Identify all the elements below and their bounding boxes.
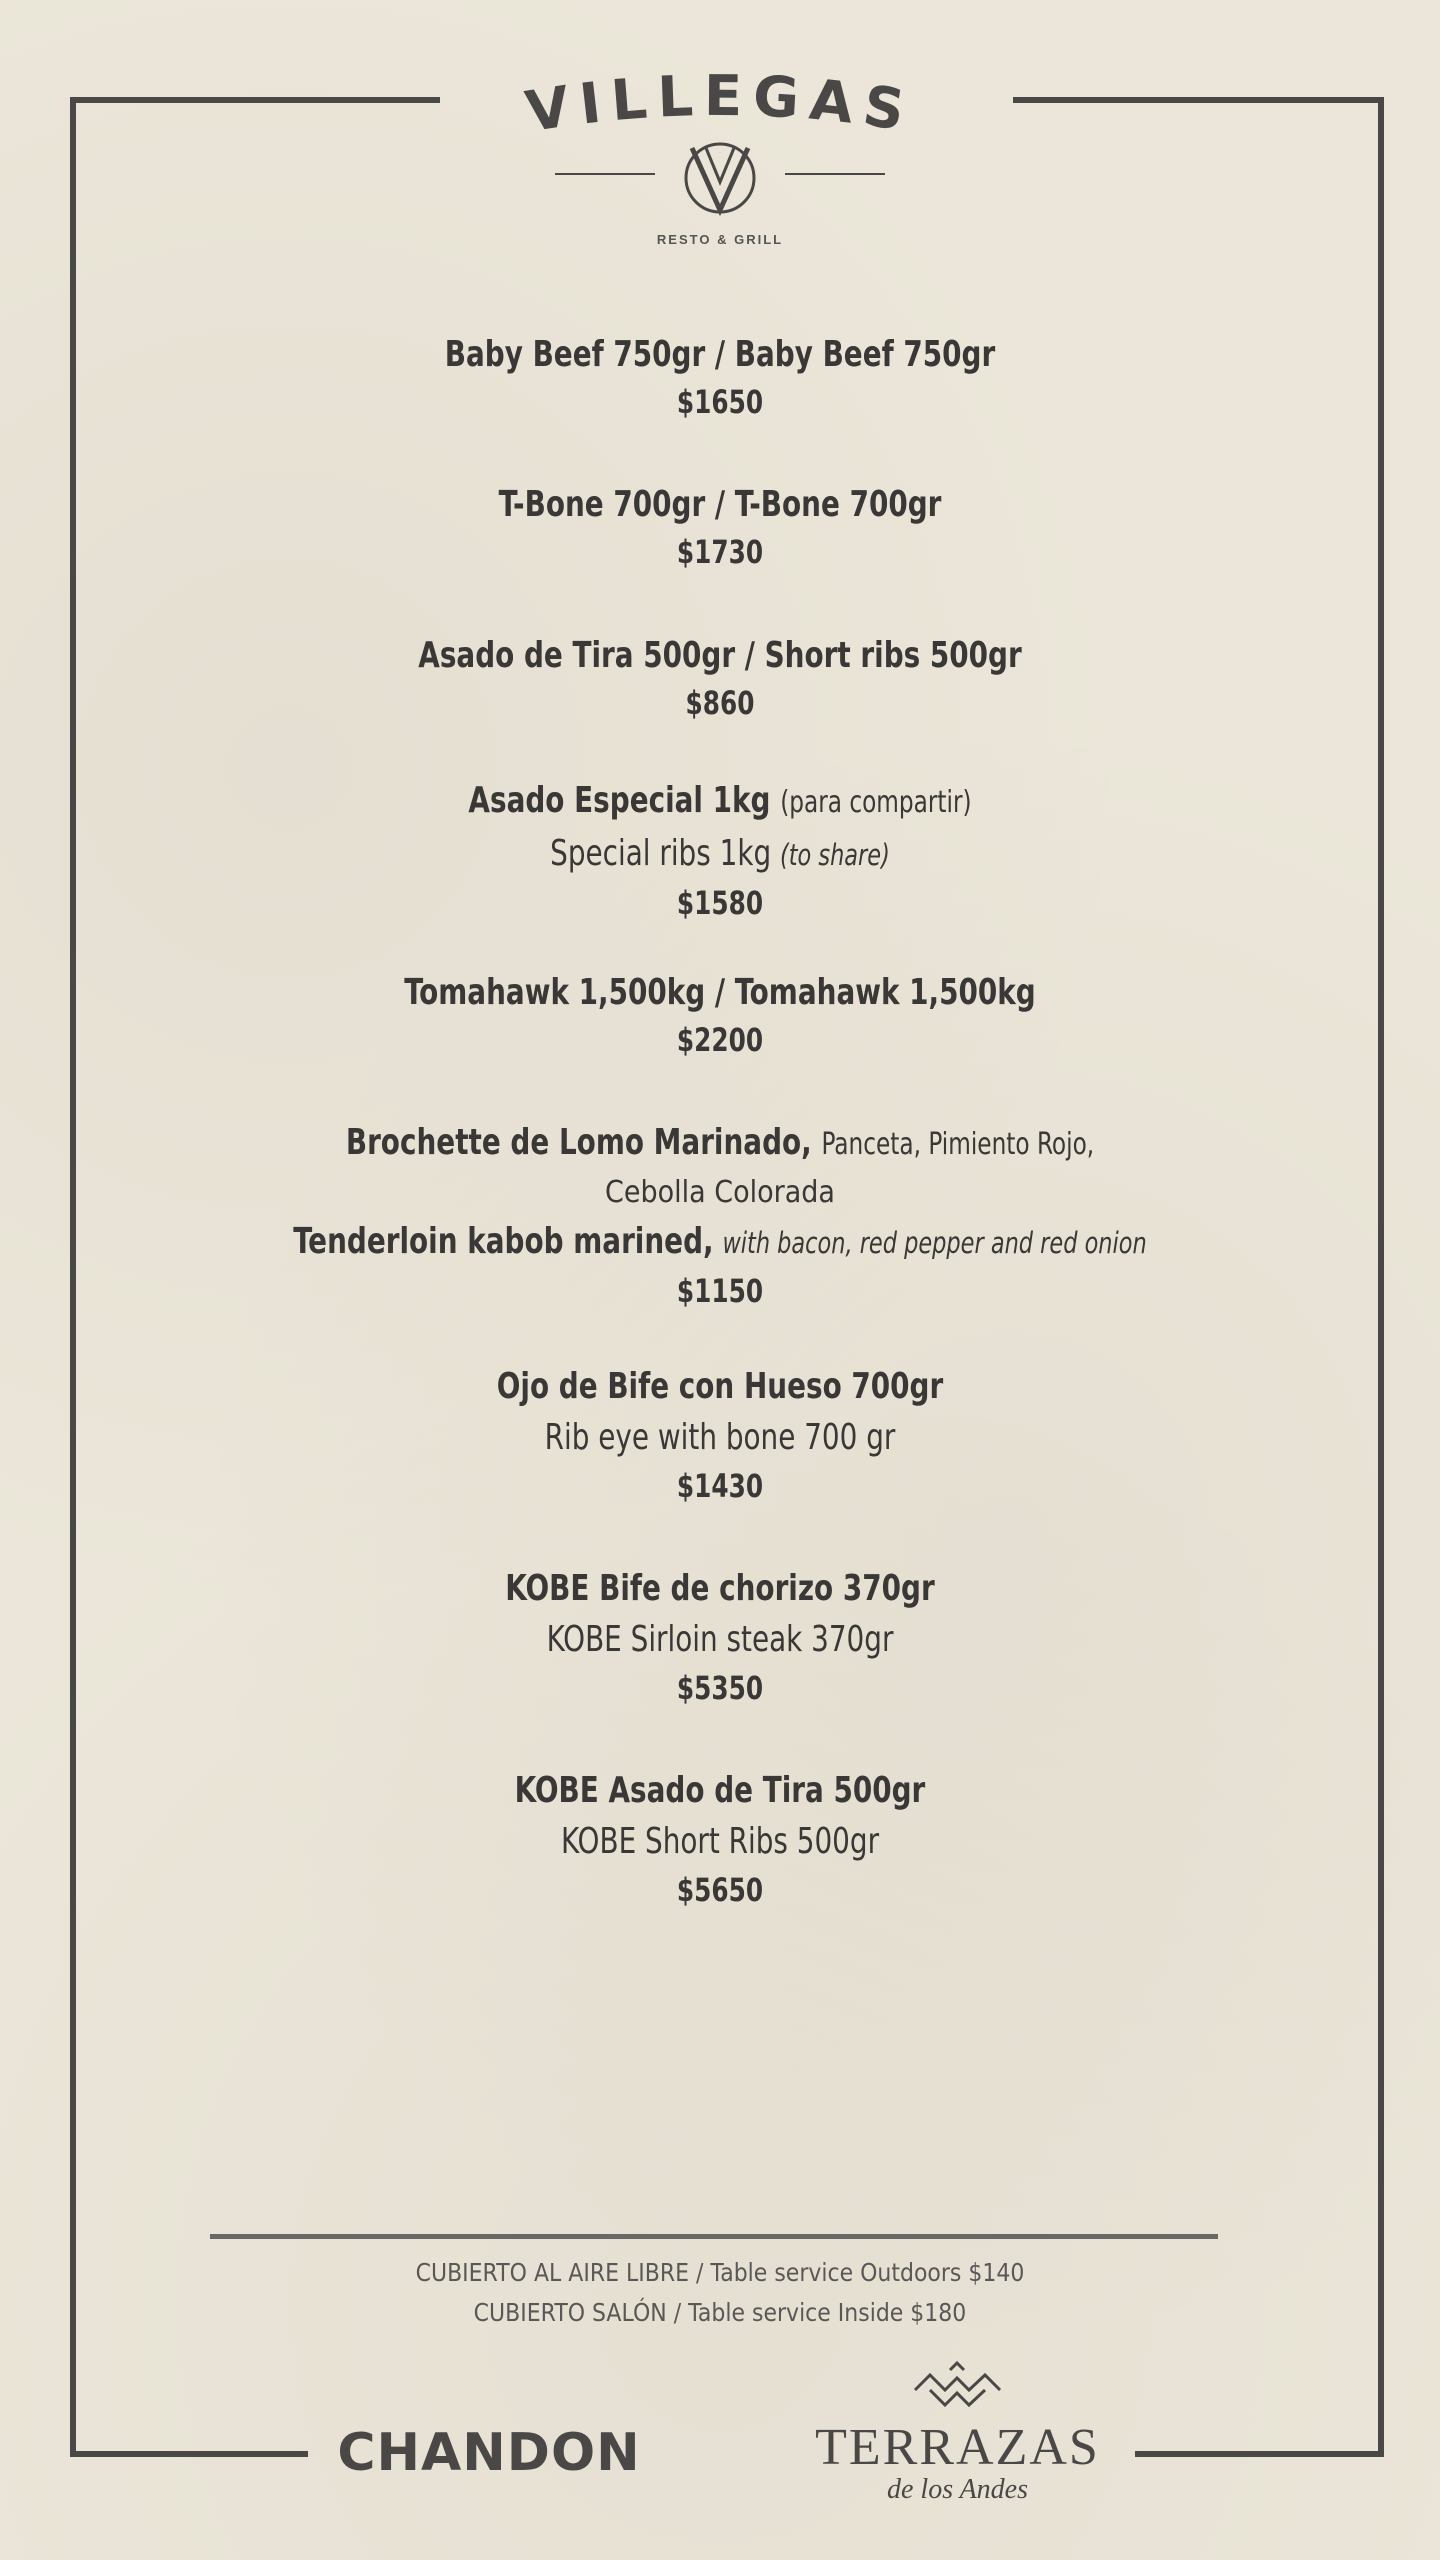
chandon-logo: CHANDON (337, 2423, 641, 2483)
terrazas-subtitle: de los Andes (886, 2474, 1029, 2505)
item-note-en: (to share) (779, 838, 890, 872)
logo-tagline: RESTO & GRILL (656, 232, 784, 247)
menu-item (100, 480, 1340, 574)
terrazas-mountain-icon (910, 2360, 1005, 2415)
item-title: T-Bone 700gr / T-Bone 700gr (498, 484, 942, 525)
item-name-en: Special ribs 1kg (550, 833, 772, 874)
menu-item (100, 1362, 1340, 1508)
terrazas-logo (800, 2360, 1115, 2510)
service-outdoors: CUBIERTO AL AIRE LIBRE / Table service Outdoors $140 (415, 2258, 1025, 2287)
item-price: $860 (685, 684, 755, 722)
item-title-es (187, 1118, 1253, 1170)
item-price: $1650 (676, 383, 764, 421)
item-price: $5350 (676, 1669, 764, 1707)
item-price: $1580 (676, 884, 764, 922)
menu-item (100, 1564, 1340, 1710)
item-title-es: Ojo de Bife con Hueso 700gr (496, 1366, 944, 1407)
menu-item (100, 776, 1340, 925)
item-note-en: with bacon, red pepper and red onion (722, 1226, 1147, 1260)
item-title-en (187, 828, 1253, 881)
item-title-en (187, 1216, 1253, 1269)
item-price: $5650 (676, 1871, 764, 1909)
footer-divider (210, 2234, 1218, 2239)
item-price: $1430 (676, 1467, 764, 1505)
menu-item (100, 968, 1340, 1062)
logo-wordmark: VILLEGAS (521, 63, 919, 146)
terrazas-wordmark: TERRAZAS (815, 2419, 1100, 2476)
item-title-en: Rib eye with bone 700 gr (544, 1417, 896, 1458)
service-inside: CUBIERTO SALÓN / Table service Inside $180 (473, 2298, 967, 2327)
frame-bottom-left (70, 2451, 308, 2457)
item-title-es (187, 776, 1253, 828)
frame-top-left (70, 97, 440, 103)
item-note-es-2: Cebolla Colorada (605, 1175, 835, 1210)
item-title-en: KOBE Short Ribs 500gr (560, 1821, 880, 1862)
item-name-es: Brochette de Lomo Marinado, (345, 1122, 812, 1163)
item-title: Asado de Tira 500gr / Short ribs 500gr (418, 635, 1022, 676)
item-price: $2200 (676, 1021, 764, 1059)
frame-left (70, 97, 76, 2457)
restaurant-logo (520, 60, 920, 260)
item-name-en: Tenderloin kabob marined, (293, 1221, 714, 1262)
frame-top-right (1013, 97, 1384, 103)
item-note-es: (para compartir) (780, 785, 972, 820)
frame-right (1378, 97, 1384, 2457)
item-title: Baby Beef 750gr / Baby Beef 750gr (444, 334, 996, 375)
item-price: $1150 (676, 1272, 764, 1310)
item-title: Tomahawk 1,500kg / Tomahawk 1,500kg (404, 972, 1036, 1013)
item-title-es: KOBE Asado de Tira 500gr (514, 1770, 926, 1811)
frame-bottom-right (1135, 2451, 1384, 2457)
item-note-es: Panceta, Pimiento Rojo, (821, 1127, 1095, 1162)
menu-item (100, 330, 1340, 424)
logo-graphic (520, 60, 920, 260)
menu-item (100, 631, 1340, 725)
menu-item (100, 1118, 1340, 1313)
item-title-es: KOBE Bife de chorizo 370gr (505, 1568, 935, 1609)
item-price: $1730 (676, 533, 764, 571)
item-name-es: Asado Especial 1kg (468, 780, 771, 821)
menu-item (100, 1766, 1340, 1912)
item-title-en: KOBE Sirloin steak 370gr (546, 1619, 894, 1660)
